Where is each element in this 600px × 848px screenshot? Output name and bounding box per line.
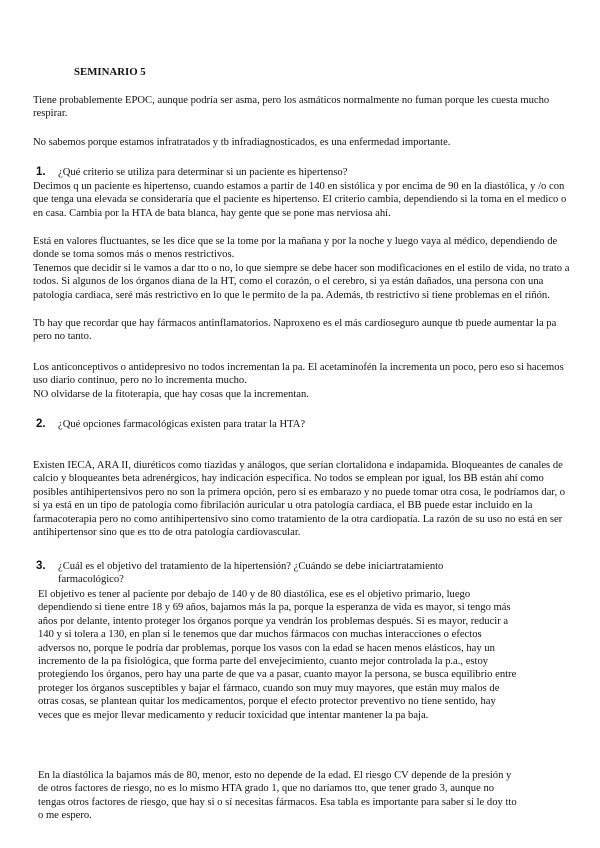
- answer-1-paragraph-3: Tenemos que decidir si le vamos a dar tto o no, lo que siempre se debe hacer son modificaciones en el estilo de vida, no trato a todos. Si algunos de los órganos diana de la HT, como el corazón, o el cerebro, si ya están dañados, una persona con una patología cardiaca, seré más restrictivo en lo que le permito de la pa. Además, tb restrictivo si tiene problemas en el riñón.: [33, 263, 570, 301]
- question-1-number: 1.: [36, 166, 46, 178]
- question-3-text-line-1: ¿Cuál es el objetivo del tratamiento de la hipertensión? ¿Cuándo se debe iniciartratamiento: [58, 561, 444, 572]
- intro-paragraph-1: Tiene probablemente EPOC, aunque podría ser asma, pero los asmáticos normalmente no fuman porque les cuesta mucho respirar.: [33, 95, 550, 120]
- question-2-text: ¿Qué opciones farmacológicas existen para tratar la HTA?: [58, 419, 306, 430]
- question-1-text: ¿Qué criterio se utiliza para determinar si un paciente es hipertenso?: [58, 167, 348, 178]
- intro-paragraph-2: No sabemos porque estamos infratratados y tb infradiagnosticados, es una enfermedad importante.: [33, 137, 451, 148]
- question-2-number: 2.: [36, 418, 46, 430]
- question-3-number: 3.: [36, 560, 46, 572]
- answer-1-extra-1: Los anticonceptivos o antidepresivo no todos incrementan la pa. El acetaminofén la incrementa un poco, pero eso si hacemos uso diario continuo, pero no lo incrementa mucho.: [33, 362, 564, 387]
- answer-1-paragraph-4: Tb hay que recordar que hay fármacos antinflamatorios. Naproxeno es el más cardioseguro aunque tb puede aumentar la pa pero no tanto.: [33, 318, 557, 343]
- document-title: SEMINARIO 5: [74, 66, 146, 78]
- answer-1-paragraph-1: Decimos q un paciente es hipertenso, cuando estamos a partir de 140 en sistólica y por encima de 90 en la diastólica, y /o con que tenga una elevada se consideraría que el paciente es hipertenso. El criterio cambia, dependiendo si la toma en el medico o en casa. Cambia por la HTA de bata blanca, hay gente que se pone mas nerviosa ahí.: [33, 181, 567, 219]
- answer-3-paragraph: El objetivo es tener al paciente por debajo de 140 y de 80 diastólica, ese es el objetivo primario, luego dependiendo si tiene entre 18 y 69 años, bajamos más la pa, porque la esperanza de vida es mayor, si tengo más años por delante, intento proteger los órganos porque ya vendrán los problemas después. Si es mayor, reducir a 140 y si tolera a 130, en plan si le tenemos que dar muchos fármacos con muchas interacciones o efectos adversos no, porque le podría dar problemas, porque los vasos con la edad se hacen menos elásticos, hay un incremento de la pa fisiológica, que forma parte del envejecimiento, cuanto mejor controlada la p.a., estoy protegiendo los órganos, pero hay una parte de que va a pasar, cuanto mayor la persona, se busca equilibrio entre proteger los órganos susceptibles y bajar el fármaco, cuando son muy muy mayores, que están muy malos de otras cosas, se plantean quitar los medicamentos, porque el efecto protector preventivo no tiene sentido, hay veces que es mejor llevar medicamento y reducir toxicidad que intentar mantener la pa baja.: [38, 589, 517, 721]
- answer-1-extra-2: NO olvidarse de la fitoterapia, que hay cosas que la incrementan.: [33, 389, 309, 400]
- question-3-text-line-2: farmacológico?: [58, 574, 124, 585]
- answer-1-paragraph-2: Está en valores fluctuantes, se les dice que se la tome por la mañana y por la noche y luego vaya al médico, dependiendo de donde se toma somos más o menos restrictivos.: [33, 236, 558, 261]
- answer-3-extra: En la diastólica la bajamos más de 80, menor, esto no depende de la edad. El riesgo CV depende de la presión y de otros factores de riesgo, no es lo mismo HTA grado 1, que no daríamos tto, que tener grado 3, aunque no tengas otros factores de riesgo, que hay si o sí necesitas fármacos. Esa tabla es importante para saber si le doy tto o me espero.: [38, 770, 517, 822]
- answer-2-paragraph: Existen IECA, ARA II, diuréticos como tiazidas y análogos, que serían clortalidona e indapamida. Bloqueantes de canales de calcio y bloqueantes beta adrenérgicos, hay indicación específica. No todos se emplean por igual, los BB están ahí como posibles antihipertensivos pero no son la primera opción, pero si es embarazo y no puede tomar otra cosa, le podríamos dar, o si ya está en un tipo de patología como fibrilación auricular u otra patología cardiaca, el BB puede estar incluido en la farmacoterapia pero no como antihipertensivo sino como tratamiento de la otra cardiopatía. La razón de su uso no está en ser antihipertensor sino que es tto de otra patología cardiovascular.: [33, 460, 566, 539]
